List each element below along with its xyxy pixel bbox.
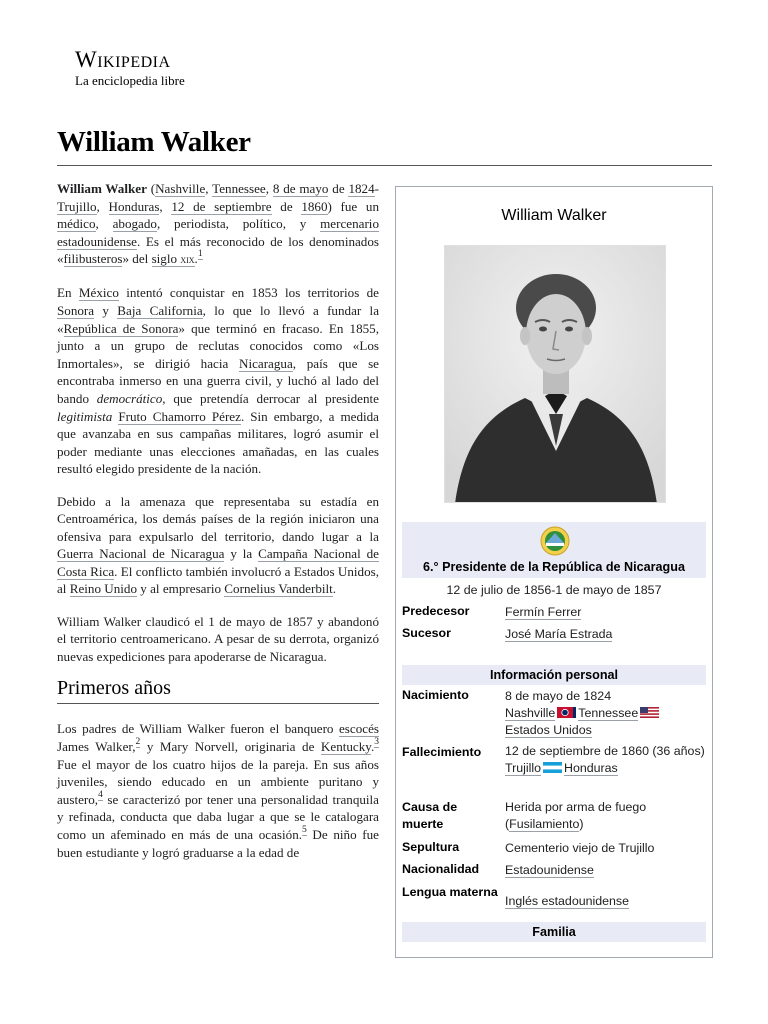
personal-info-header: Información personal <box>489 668 619 682</box>
paragraph-early-years: Los padres de William Walker fueron el banquero escocés James Walker,$^2$ y Mary Norvell, originaria de Kentucky.$^3$ Fue el mayor de los cuatro hijos de la pareja. En sus años juveniles, siendo educado en un ambiente puritano y austero,$^4$ se caracterizó por tener una personalidad tranquila y refinada, conducta que daba lugar a que se le catalogara como un afeminado en más de una ocasión.$^5$ De niño fue buen estudiante y logró graduarse a la edad de <box>57 721 380 860</box>
burial-place: Cementerio viejo de Trujillo <box>505 841 655 855</box>
personal-info-band <box>402 665 706 685</box>
link-birth-country[interactable]: Estados Unidos <box>505 723 592 737</box>
link-death-city[interactable]: Trujillo <box>505 761 542 775</box>
link-successor[interactable]: José María Estrada <box>505 627 613 641</box>
link-abogado[interactable]: abogado <box>112 216 157 232</box>
predecessor-row <box>402 604 706 622</box>
link-sonora[interactable]: Sonora <box>57 303 95 319</box>
death-row <box>402 743 706 801</box>
link-filibusteros[interactable]: filibusteros <box>63 251 123 267</box>
language-label: Lengua materna <box>402 885 498 899</box>
us-flag-icon <box>640 707 659 718</box>
cause-of-death-row: Causa de muerte Herida por arma de fuego (Fusilamiento) <box>402 799 706 839</box>
article-body <box>57 180 379 876</box>
link-cause[interactable]: Fusilamiento <box>509 817 580 831</box>
infobox-title: William Walker <box>501 207 607 224</box>
link-death-date[interactable]: 12 de septiembre <box>171 198 272 214</box>
link-nationality[interactable]: Estadounidense <box>505 863 594 877</box>
link-cornelius-vanderbilt[interactable]: Cornelius Vanderbilt <box>224 581 333 597</box>
link-guerra-nacional[interactable]: Guerra Nacional de Nicaragua <box>57 546 225 562</box>
paragraph-mexico: En México intentó conquistar en 1853 los territorios de Sonora y Baja California, lo que lo llevó a fundar la «República de Sonora» que terminó en fracaso. En 1855, junto a un grupo de reclutas conocidos como «Los Inmortales», se dirigió hacia Nicaragua, país que se encontraba inmerso en una guerra civil, y luchó al lado del bando democrático, que pretendía derrocar al presidente legitimista Fruto Chamorro Pérez. Sin embargo, a medida que avanzaba en sus campañas militares, logró asumir el poder mediante unas elecciones amañadas, en las cuales resultó elegido presidente de la nación. <box>57 285 380 477</box>
nicaragua-coat-of-arms-icon <box>538 526 572 556</box>
paragraph-defeat: William Walker claudicó el 1 de mayo de 1857 y abandonó el territorio centroamericano. A pesar de su derrota, organizó nuevas expediciones para apoderarse de Nicaragua. <box>57 613 379 664</box>
native-language-row <box>402 884 706 920</box>
death-date: 12 de septiembre de 1860 (36 años) <box>505 744 705 758</box>
cause-label: Causa de muerte <box>402 800 458 831</box>
reference-5[interactable]: 5 <box>302 825 307 835</box>
link-nicaragua[interactable]: Nicaragua <box>238 355 293 371</box>
link-nashville[interactable]: Nashville <box>155 181 206 196</box>
family-header: Familia <box>532 925 576 939</box>
link-reino-unido[interactable]: Reino Unido <box>69 581 138 597</box>
link-tennessee[interactable]: Tennessee <box>212 181 266 196</box>
link-mexico[interactable]: México <box>78 285 119 301</box>
honduras-flag-icon <box>543 762 562 773</box>
burial-row <box>402 840 706 858</box>
cause-text: Herida por arma de fuego <box>505 800 647 814</box>
link-birth-city[interactable]: Nashville <box>505 706 556 720</box>
link-birth-date[interactable]: 8 de mayo <box>272 181 329 196</box>
birth-label: Nacimiento <box>402 688 469 702</box>
logo-wordmark: Wikipedia <box>75 47 171 72</box>
death-label: Fallecimiento <box>402 745 482 759</box>
link-trujillo[interactable]: Trujillo <box>57 198 97 214</box>
page-title: William Walker <box>57 126 251 158</box>
paragraph-war: Debido a la amenaza que representaba su estadía en Centroamérica, los demás países de la región iniciaron una ofensiva para expulsarlo del territorio, dando lugar a la Guerra Nacional de Nicaragua y la Campaña Nacional de Costa Rica. El conflicto también involucró a Estados Unidos, al Reino Unido y al empresario Cornelius Vanderbilt. <box>57 493 380 597</box>
predecessor-label: Predecesor <box>402 604 470 618</box>
logo-tagline: La enciclopedia libre <box>75 73 185 88</box>
infobox <box>395 186 713 958</box>
successor-label: Sucesor <box>402 626 451 640</box>
link-birth-year[interactable]: 1824 <box>348 181 375 196</box>
link-death-year[interactable]: 1860 <box>301 198 328 214</box>
link-medico[interactable]: médico <box>57 216 96 232</box>
link-escoces[interactable]: escocés <box>339 721 379 737</box>
section-heading-early-years: Primeros años <box>57 680 379 705</box>
link-siglo[interactable]: siglo xix <box>151 251 195 267</box>
reference-2[interactable]: 2 <box>135 737 141 748</box>
office-title: 6.° Presidente de la República de Nicaragua <box>423 560 685 574</box>
nationality-row <box>402 862 706 880</box>
term-dates: 12 de julio de 1856-1 de mayo de 1857 <box>446 583 662 597</box>
subject-name: William Walker <box>57 181 147 196</box>
reference-3[interactable]: 3 <box>374 737 380 748</box>
birth-date: 8 de mayo de 1824 <box>505 689 612 703</box>
office-band <box>402 522 706 578</box>
link-birth-state[interactable]: Tennessee <box>578 706 639 720</box>
reference-4[interactable]: 4 <box>98 789 103 800</box>
link-language[interactable]: Inglés estadounidense <box>505 894 630 908</box>
link-mercenario[interactable]: mercenario <box>320 216 379 232</box>
portrait-image[interactable] <box>444 245 666 503</box>
link-estadounidense[interactable]: estadounidense <box>57 233 137 249</box>
link-fruto-chamorro[interactable]: Fruto Chamorro Pérez <box>118 408 241 424</box>
paragraph-intro: William Walker (Nashville, Tennessee, 8 de mayo de 1824-Trujillo, Honduras, 12 de septiembre de 1860) fue un médico, abogado, periodista, político, y mercenario estadounidense. Es el más reconocido de los denominados «filibusteros» del siglo xix.$^1$ <box>57 181 380 267</box>
title-divider <box>57 165 712 166</box>
family-band <box>402 922 706 942</box>
link-kentucky[interactable]: Kentucky <box>320 739 371 755</box>
link-honduras[interactable]: Honduras <box>108 198 160 214</box>
portrait-illustration <box>445 246 666 503</box>
reference-1[interactable]: 1 <box>197 249 203 260</box>
tennessee-flag-icon <box>557 707 576 718</box>
successor-row <box>402 626 706 644</box>
nationality-label: Nacionalidad <box>402 862 480 876</box>
wikipedia-logo[interactable] <box>75 48 185 89</box>
link-death-country[interactable]: Honduras <box>564 761 618 775</box>
link-republica-sonora[interactable]: República de Sonora <box>63 320 179 336</box>
burial-label: Sepultura <box>402 840 460 854</box>
link-campana-nacional[interactable]: Campaña Nacional de Costa Rica <box>57 546 379 579</box>
term-row <box>402 583 706 597</box>
birth-row <box>402 688 706 740</box>
link-baja-california[interactable]: Baja California <box>117 303 203 319</box>
link-predecessor[interactable]: Fermín Ferrer <box>505 605 582 619</box>
